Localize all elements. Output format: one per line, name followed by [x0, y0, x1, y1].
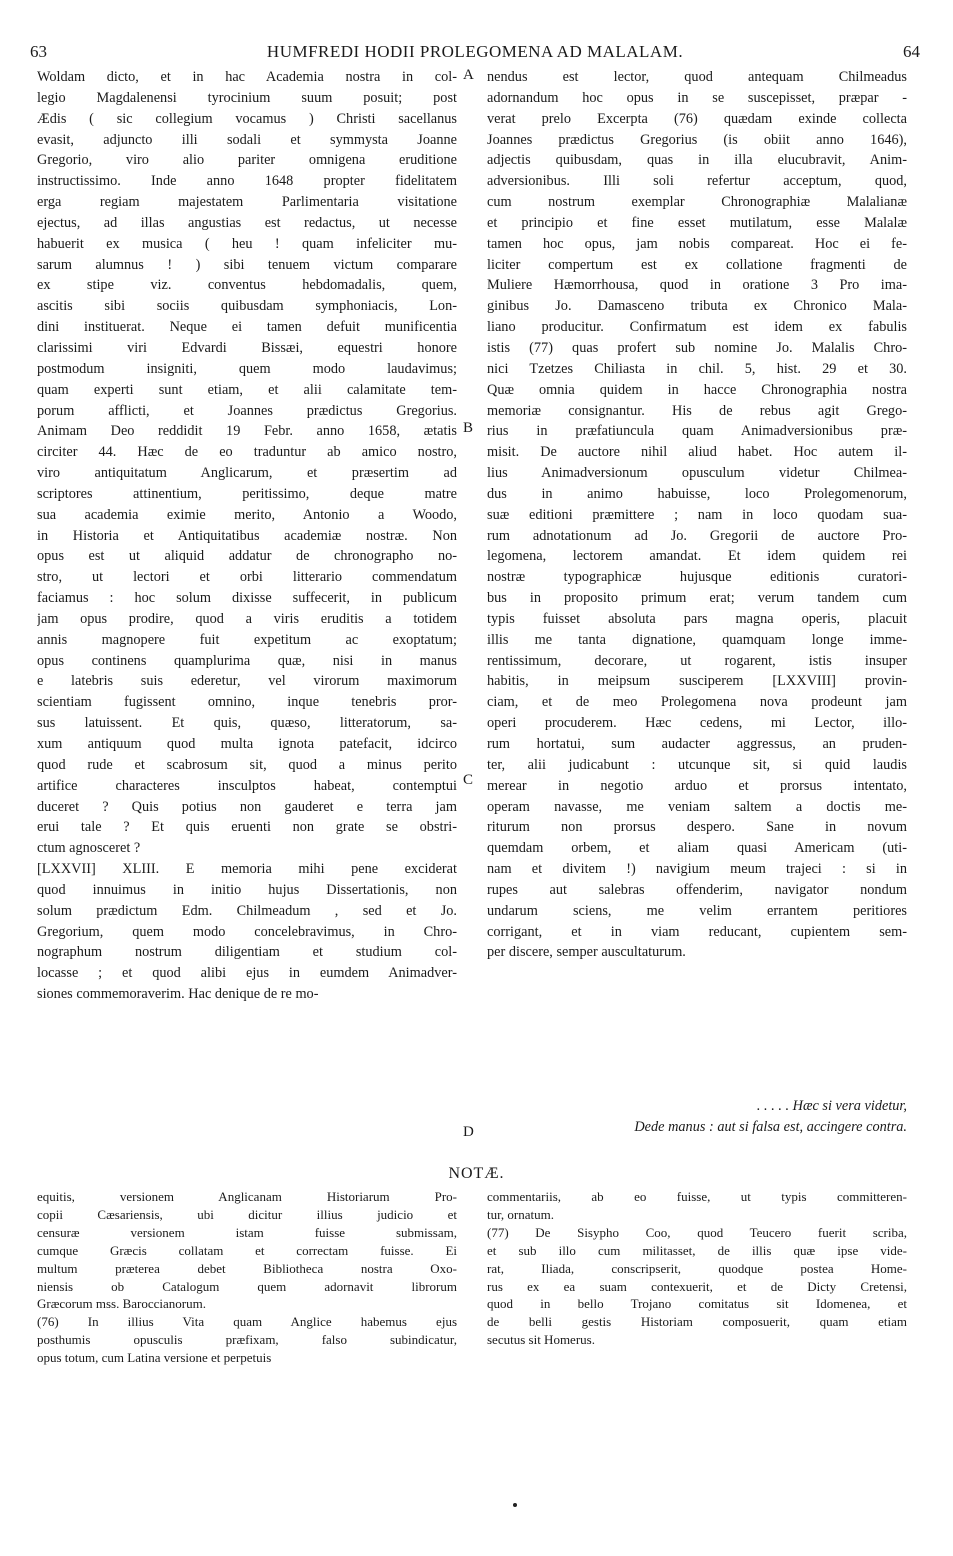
text-line: postmodum insigniti, quem modo laudavimus;	[37, 360, 457, 377]
quote-line-2: Dede manus : aut si falsa est, accingere contra.	[634, 1119, 907, 1135]
text-line: et principio et fine esset mutilatum, esse Malalæ	[487, 214, 907, 231]
text-line: erui tale ? Et quis eruenti non grate se obstri-	[37, 819, 457, 836]
text-line: rum hortatui, sum audacter aggressus, an pruden-	[487, 736, 907, 752]
text-line: rum adnotationum ad Jo. Gregorii de auctore Pro-	[487, 527, 907, 544]
text-line: artifice characteres insculptos habeat, contemptui	[37, 777, 457, 794]
text-line: quam experti sunt etiam, et alii calamitate tem-	[37, 381, 457, 398]
margin-marker-b: B	[463, 420, 474, 436]
text-line: quod rude et scabrosum sit, quod a minus perito	[37, 756, 457, 773]
text-line: rentissimum, decorare, ut rogarent, istis insuper	[487, 652, 907, 669]
margin-marker-d: D	[463, 1124, 474, 1140]
text-line: adornandum hoc opus in se suscepisset, præpar -	[487, 89, 907, 106]
notes-left-column	[37, 1188, 457, 1367]
text-line: ginibus Jo. Damasceno tributa ex Chronico Mala-	[487, 298, 907, 315]
text-line: undarum sciens, me velim errantem peritiores	[487, 902, 907, 919]
text-line: rius in præfatiuncula quam Animadversionibus præ-	[487, 423, 907, 440]
text-line: Animam Deo reddidit 19 Febr. anno 1658, ætatis	[37, 423, 457, 440]
quote-line-1: . . . . . Hæc si vera videtur,	[756, 1098, 907, 1114]
text-line: scientiam fugissent omnino, inque tenebris pror-	[37, 694, 457, 711]
text-line: adversionibus. Illi soli refertur acceptum, quod,	[487, 173, 907, 190]
right-text-column	[487, 67, 907, 963]
text-line: verat prelo Excerpta (76) quædam exinde collecta	[487, 110, 907, 127]
text-line: opus continens quamplurima quæ, nisi in manus	[37, 652, 457, 669]
text-line: operam navasse, me veniam saltem a doctis me-	[487, 798, 907, 815]
notes-heading: NOTÆ.	[448, 1165, 505, 1182]
text-line: (76) In illius Vita quam Anglice habemus ejus	[37, 1314, 457, 1330]
text-line: ejectus, ad illas angustias est redactus, ut necesse	[37, 214, 457, 231]
text-line: niensis ob Catalogum quem adornavit librorum	[37, 1278, 457, 1294]
text-line: stro, ut lectori et orbi litterario commendatum	[37, 569, 457, 586]
text-line: secutus sit Homerus.	[487, 1332, 595, 1348]
text-line: rat, Iliada, conscripserit, quodque postea Home-	[487, 1260, 907, 1276]
text-line: viro antiquitatum Anglicarum, et præsertim ad	[37, 465, 457, 482]
text-line: typis fuisset absoluta pars magna operis, placuit	[487, 610, 907, 627]
text-line: sua academia eximie merito, Antonio a Woodo,	[37, 506, 457, 523]
text-line: rus ex ea suam contexuerit, et de Dicty Cretensi,	[487, 1278, 907, 1294]
text-line: merear in negotio arduo et prorsus intentato,	[487, 777, 907, 794]
text-line: e latebris suis ederetur, vel virorum maximorum	[37, 673, 457, 690]
text-line: multum præterea debet Bibliotheca nostra Oxo-	[37, 1260, 457, 1276]
text-line: Joannes prædictus Gregorius (is obiit anno 1646),	[487, 131, 907, 148]
text-line: legio Magdalenensi tyrocinium suum posuit; post	[37, 89, 457, 106]
text-line: opus totum, cum Latina versione et perpetuis	[37, 1350, 272, 1366]
text-line: operi procuderem. Hæc cedens, mi Lector, illo-	[487, 715, 907, 732]
text-line: lius Animadversionum opusculum videtur Chilmea-	[487, 465, 907, 482]
text-line: liciter compertum est ex collatione fragmenti de	[487, 256, 907, 273]
text-line: locasse ; et quod alibi ejus in eumdem Animadver-	[37, 965, 457, 982]
text-line: legomena, lectorem amandat. Et idem quidem rei	[487, 548, 907, 565]
text-line: Gregorio, viro alio pariter omnigena eruditione	[37, 152, 457, 169]
text-line: Muliere Hæmorrhousa, quod in oratione 3 Pro ima-	[487, 277, 907, 294]
text-line: ex stipe viz. conventus hebdomadalis, quem,	[37, 277, 457, 294]
text-line: riturum non prorsus despero. Sane in novum	[487, 819, 907, 836]
text-line: circiter 44. Hæc de eo traduntur ab amico nostro,	[37, 444, 457, 461]
text-line: memoriæ consignantur. His de rebus agit Grego-	[487, 402, 907, 419]
text-line: evasit, adjuncto illi sodali et symmysta Joanne	[37, 131, 457, 148]
text-line: ciam, et de meo Prolegomena nova prodeunt jam	[487, 694, 907, 711]
text-line: tur, ornatum.	[487, 1206, 554, 1222]
text-line: copii Cæsariensis, ubi dicitur illius judicio et	[37, 1206, 457, 1222]
text-line: misit. De auctore nihil aliud habet. Hoc autem il-	[487, 444, 907, 461]
text-line: [LXXVII] XLIII. E memoria mihi pene exciderat	[37, 861, 457, 878]
text-line: per discere, semper auscultaturum.	[487, 944, 686, 961]
text-line: posthumis opusculis præfixam, falso subindicatur,	[37, 1332, 457, 1348]
text-line: nam et divitem !) navigium meum trajeci : si in	[487, 861, 907, 878]
text-line: cumque Græcis collatam et correctam fuisse. Ei	[37, 1242, 457, 1258]
text-line: illis me tanta dignatione, quamquam longe imme-	[487, 631, 907, 648]
text-line: rupes aut salebras offenderim, navigator nondum	[487, 881, 907, 898]
printer-dot	[513, 1503, 517, 1507]
text-line: (77) De Sisypho Coo, quod Teucero fuerit scriba,	[487, 1224, 907, 1240]
text-line: istis (77) quas profert sub nomine Jo. Malalis Chro-	[487, 339, 907, 356]
text-line: opus est ut aliquid addatur de chronographo no-	[37, 548, 457, 565]
text-line: de belli gestis Historiam composuerit, quam etiam	[487, 1314, 907, 1330]
text-line: sus latuissent. Et quis, quæso, litteratorum, sa-	[37, 715, 457, 732]
text-line: suæ editioni præmittere ; nam in loco quodam sua-	[487, 506, 907, 523]
running-title: HUMFREDI HODII PROLEGOMENA AD MALALAM.	[266, 42, 684, 61]
text-line: Gregorium, quem modo concelebravimus, in Chro-	[37, 923, 457, 940]
text-line: nendus est lector, quod antequam Chilmeadus	[487, 69, 907, 85]
text-line: commentariis, ab eo fuisse, ut typis committeren-	[487, 1189, 907, 1204]
text-line: adjectis quibusdam, quas in illa elucubravit, Anim-	[487, 152, 907, 169]
text-line: censuræ versionem istam fuisse submissam,	[37, 1224, 457, 1240]
text-line: bus in proposito primum erat; verum tandem cum	[487, 590, 907, 607]
text-line: dus in animo habuisse, loco Prolegomenorum,	[487, 485, 907, 502]
text-line: xum antiquum quod multa ignota patefacit, idcirco	[37, 736, 457, 752]
text-line: tamen hoc opus, jam nobis compareat. Hoc ei fe-	[487, 235, 907, 252]
text-line: Ædis ( sic collegium vocamus ) Christi sacellanus	[37, 110, 457, 127]
text-line: Quæ omnia quidem in hacce Chronographia nostra	[487, 381, 907, 398]
text-line: et sub illo cum militasset, de illis quæ ipse vide-	[487, 1242, 907, 1258]
text-line: ascitis sibi sociis quibusdam symphoniacis, Lon-	[37, 298, 457, 315]
text-line: sarum alumnus ! ) sibi tenuem victum comparare	[37, 256, 457, 273]
text-line: quemdam orbem, et aliam quasi Americam (uti-	[487, 840, 907, 857]
text-line: ctum agnosceret ?	[37, 840, 141, 857]
text-line: annis magnopere fuit expetitum ac exoptatum;	[37, 631, 457, 648]
verse-quote	[487, 1096, 907, 1138]
text-line: dini instituerat. Neque ei tamen defuit munificentia	[37, 319, 457, 336]
left-text-column	[37, 67, 457, 1005]
page-number-right: 64	[903, 42, 920, 61]
page-header	[30, 42, 920, 68]
text-line: habuerit ex musica ( heu ! quam infeliciter mu-	[37, 235, 457, 252]
text-line: Woldam dicto, et in hac Academia nostra in col-	[37, 69, 457, 85]
text-line: nostræ typographicæ hujusque editionis curatori-	[487, 569, 907, 586]
text-line: quod in bello Trojano comitatus sit Idomenea, et	[487, 1296, 907, 1312]
text-line: faciamus : hoc solum dixisse suffecerit, in publicum	[37, 590, 457, 607]
text-line: nici Tzetzes Chiliasta in chil. 5, hist. 29 et 30.	[487, 360, 907, 377]
text-line: instructissimo. Inde anno 1648 propter fidelitatem	[37, 173, 457, 190]
text-line: corrigant, et in viam reducant, cupientem sem-	[487, 923, 907, 940]
margin-marker-c: C	[463, 772, 474, 788]
text-line: Græcorum mss. Baroccianorum.	[37, 1296, 206, 1312]
page-number-left: 63	[30, 42, 47, 61]
text-line: ter, alii judicabunt : utcunque sit, si quid laudis	[487, 756, 907, 773]
text-line: quod innuimus in initio hujus Dissertationis, non	[37, 881, 457, 898]
text-line: liano producitur. Confirmatum est idem ex fabulis	[487, 319, 907, 336]
margin-marker-a: A	[463, 67, 474, 83]
text-line: cum nostrum exemplar Chronographiæ Malalianæ	[487, 194, 907, 211]
text-line: in Historia et Antiquitatibus academiæ nostræ. Non	[37, 527, 457, 544]
notes-right-column	[487, 1188, 907, 1349]
text-line: erga regiam majestatem Parlimentaria visitatione	[37, 194, 457, 211]
text-line: porum afflicti, et Joannes prædictus Gregorius.	[37, 402, 457, 419]
text-line: duceret ? Quis potius non gauderet e terra jam	[37, 798, 457, 815]
text-line: solum prædictum Edm. Chilmeadum , sed et Jo.	[37, 902, 457, 919]
text-line: habitis, in meipsum susciperem [LXXVIII] provin-	[487, 673, 907, 690]
text-line: siones commemoraverim. Hac denique de re mo-	[37, 986, 319, 1003]
text-line: equitis, versionem Anglicanam Historiarum Pro-	[37, 1189, 457, 1204]
text-line: clarissimi viri Edvardi Bissæi, equestri honore	[37, 339, 457, 356]
text-line: scriptores attinentium, peritissimo, deque matre	[37, 485, 457, 502]
text-line: nographum nostrum diligentiam et studium col-	[37, 944, 457, 961]
text-line: jam opus prodire, quod a viris eruditis a totidem	[37, 610, 457, 627]
